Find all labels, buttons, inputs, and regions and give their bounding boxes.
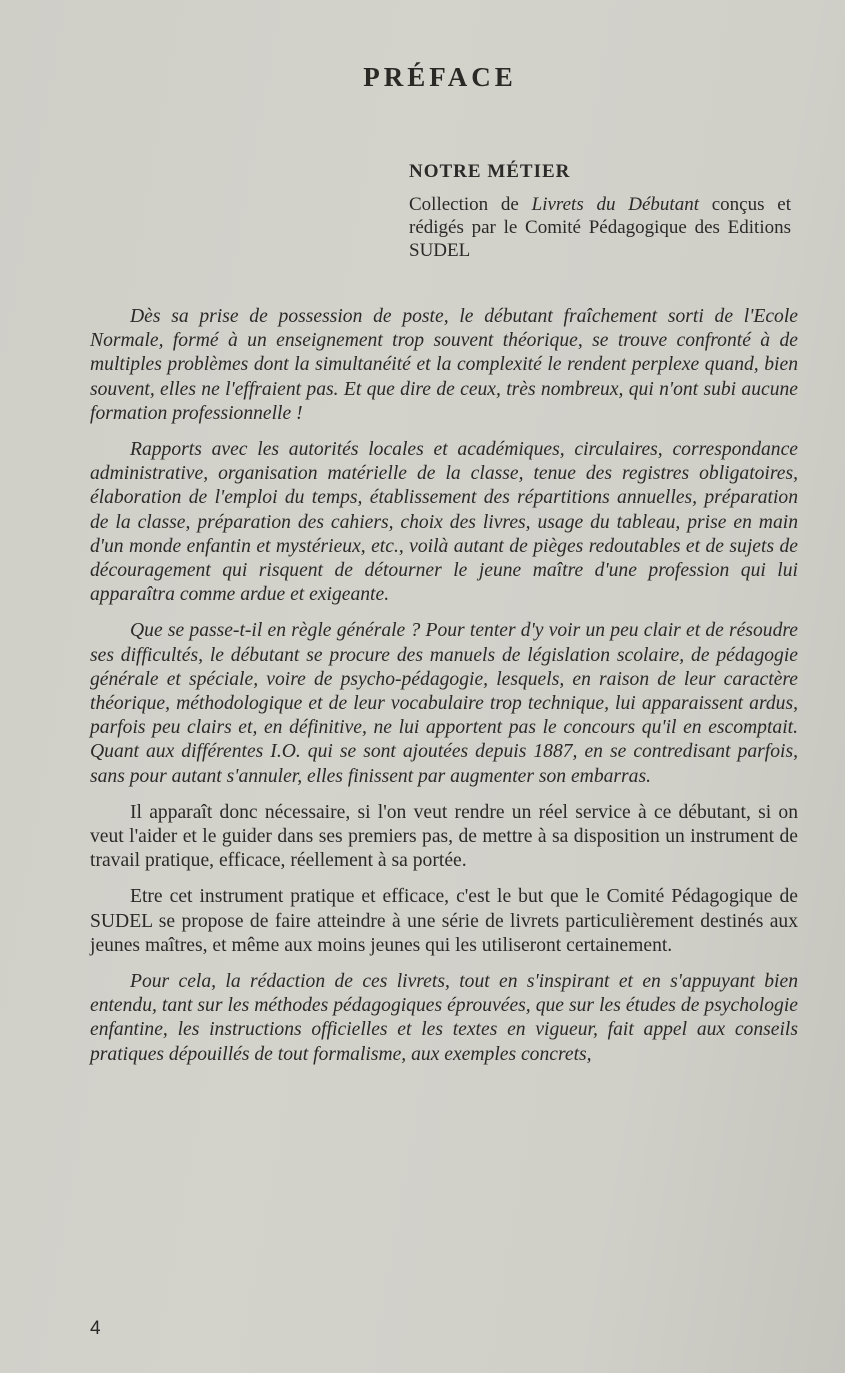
collection-desc-italic: Livrets du Débutant [531, 194, 699, 215]
paragraph: Rapports avec les autorités locales et académiques, circulaires, correspondance administrative, organisation matérielle de la classe, tenue des registres obligatoires, élaboration de l'emploi du temps, établissement des répartitions annuelles, préparation de la classe, préparation des cahiers, choix des livres, usage du tableau, prise en main d'un monde enfantin et mystérieux, etc., voilà autant de pièges redoutables et de sujets de découragement qui risquent de détourner le jeune maître d'une profession qui lui apparaîtra comme ardue et exigeante. [90, 439, 798, 606]
paragraph: Que se passe-t-il en règle générale ? Pour tenter d'y voir un peu clair et de résoudre ses difficultés, le débutant se procure des manuels de législation scolaire, de pédagogie générale et spéciale, voire de psycho-pédagogie, lesquels, en raison de leur caractère théorique, méthodologique et de leur vocabulaire trop technique, lui apparaissent ardus, parfois peu clairs et, en définitive, ne lui apportent pas le concours qu'il en escomptait. Quant aux différentes I.O. qui se sont ajoutées depuis 1887, en se contredisant parfois, sans pour autant s'annuler, elles finissent par augmenter son embarras. [90, 620, 798, 787]
collection-block [409, 160, 791, 262]
page-number: 4 [90, 1318, 101, 1339]
paragraph: Il apparaît donc nécessaire, si l'on veut rendre un réel service à ce débutant, si on veut l'aider et le guider dans ses premiers pas, de mettre à sa disposition un instrument de travail pratique, efficace, réellement à sa portée. [90, 801, 798, 872]
preface-body [90, 305, 798, 1079]
paragraph: Pour cela, la rédaction de ces livrets, tout en s'inspirant et en s'appuyant bien entendu, tant sur les méthodes pédagogiques éprouvées, que sur les études de psychologie enfantine, les instructions officielles et les textes en vigueur, fait appel aux conseils pratiques dépouillés de tout formalisme, aux exemples concrets, [90, 971, 798, 1065]
collection-desc-suffix: conçus et rédigés par le Comité Pédagogique des Editions SUDEL [409, 194, 791, 261]
collection-name: NOTRE MÉTIER [409, 161, 571, 182]
collection-description [409, 193, 791, 262]
paragraph: Dès sa prise de possession de poste, le débutant fraîchement sorti de l'Ecole Normale, formé à un enseignement trop souvent théorique, se trouve confronté à de multiples problèmes dont la simultanéité et la complexité le rendent perplexe quand, bien souvent, elles ne l'effraient pas. Et que dire de ceux, très nombreux, qui n'ont subi aucune formation professionnelle ! [90, 306, 798, 424]
paragraph: Etre cet instrument pratique et efficace, c'est le but que le Comité Pédagogique de SUDEL se propose de faire atteindre à une série de livrets particulièrement destinés aux jeunes maîtres, et même aux moins jeunes qui les utiliseront certainement. [90, 886, 798, 956]
page-title: PRÉFACE [363, 62, 517, 92]
collection-desc-prefix: Collection de [409, 194, 532, 215]
